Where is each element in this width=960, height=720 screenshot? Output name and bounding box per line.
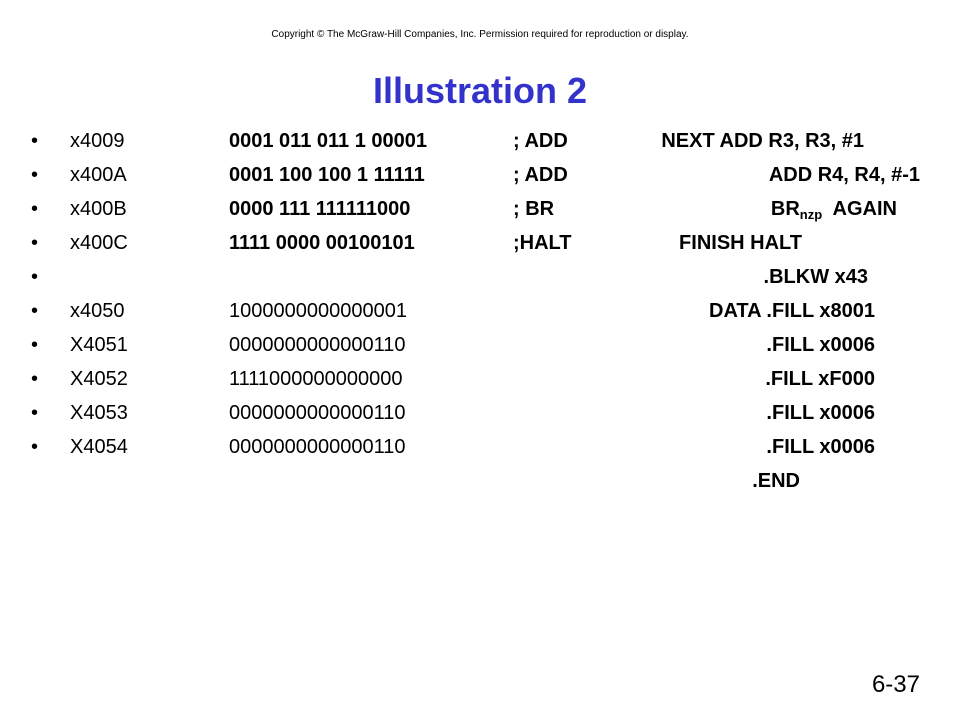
assembly: DATA .FILL x8001 (709, 300, 875, 322)
machine-code: 1111000000000000 (229, 368, 403, 390)
code-row (0, 328, 960, 362)
assembly: .BLKW x43 (763, 266, 868, 288)
assembly: .FILL x0006 (766, 402, 875, 424)
address: X4053 (70, 402, 128, 424)
machine-code: 0000000000000110 (229, 402, 406, 424)
assembly: .FILL x0006 (766, 436, 875, 458)
assembly: NEXT ADD R3, R3, #1 (661, 130, 864, 152)
code-row (0, 124, 960, 158)
address: X4051 (70, 334, 128, 356)
address: x4009 (70, 130, 125, 152)
machine-code: 1111 0000 00100101 (229, 232, 415, 254)
machine-code: 0000000000000110 (229, 334, 406, 356)
address: X4054 (70, 436, 128, 458)
opcode-comment: ; ADD (513, 164, 568, 186)
address: x400C (70, 232, 128, 254)
code-row (0, 158, 960, 192)
bullet: • (31, 164, 39, 186)
code-row (0, 430, 960, 464)
opcode-comment: ;HALT (513, 232, 572, 254)
bullet: • (31, 402, 39, 424)
bullet: • (31, 266, 39, 288)
assembly-label: AGAIN (822, 198, 897, 220)
assembly: ADD R4, R4, #-1 (768, 164, 920, 186)
code-row (0, 192, 960, 226)
address: x400A (70, 164, 127, 186)
machine-code: 0000 111 111111000 (229, 198, 411, 220)
code-row (0, 464, 960, 498)
opcode-comment: ; ADD (513, 130, 568, 152)
bullet: • (31, 130, 39, 152)
code-row (0, 260, 960, 294)
address: x400B (70, 198, 127, 220)
assembly: .END (752, 470, 800, 492)
code-row (0, 362, 960, 396)
assembly-opcode: BR (770, 198, 800, 220)
bullet: • (31, 232, 39, 254)
page-number: 6-37 (871, 671, 920, 698)
assembly: .FILL x0006 (766, 334, 875, 356)
copyright-notice: Copyright © The McGraw-Hill Companies, Inc. Permission required for reproduction or display. (271, 29, 689, 40)
assembly: FINISH HALT (679, 232, 802, 254)
machine-code: 0000000000000110 (229, 436, 406, 458)
assembly (771, 192, 897, 226)
bullet: • (31, 300, 39, 322)
code-row (0, 294, 960, 328)
address: X4052 (70, 368, 128, 390)
address: x4050 (70, 300, 125, 322)
machine-code: 0001 011 011 1 00001 (229, 130, 427, 152)
bullet: • (31, 334, 39, 356)
slide-title: Illustration 2 (372, 70, 588, 111)
machine-code: 0001 100 100 1 11111 (229, 164, 425, 186)
opcode-comment: ; BR (513, 198, 555, 220)
code-row (0, 396, 960, 430)
machine-code: 1000000000000001 (229, 300, 407, 322)
code-listing (0, 124, 960, 498)
condition-codes: nzp (799, 207, 823, 222)
code-row (0, 226, 960, 260)
bullet: • (31, 368, 39, 390)
assembly: .FILL xF000 (765, 368, 875, 390)
bullet: • (31, 436, 39, 458)
bullet: • (31, 198, 39, 220)
